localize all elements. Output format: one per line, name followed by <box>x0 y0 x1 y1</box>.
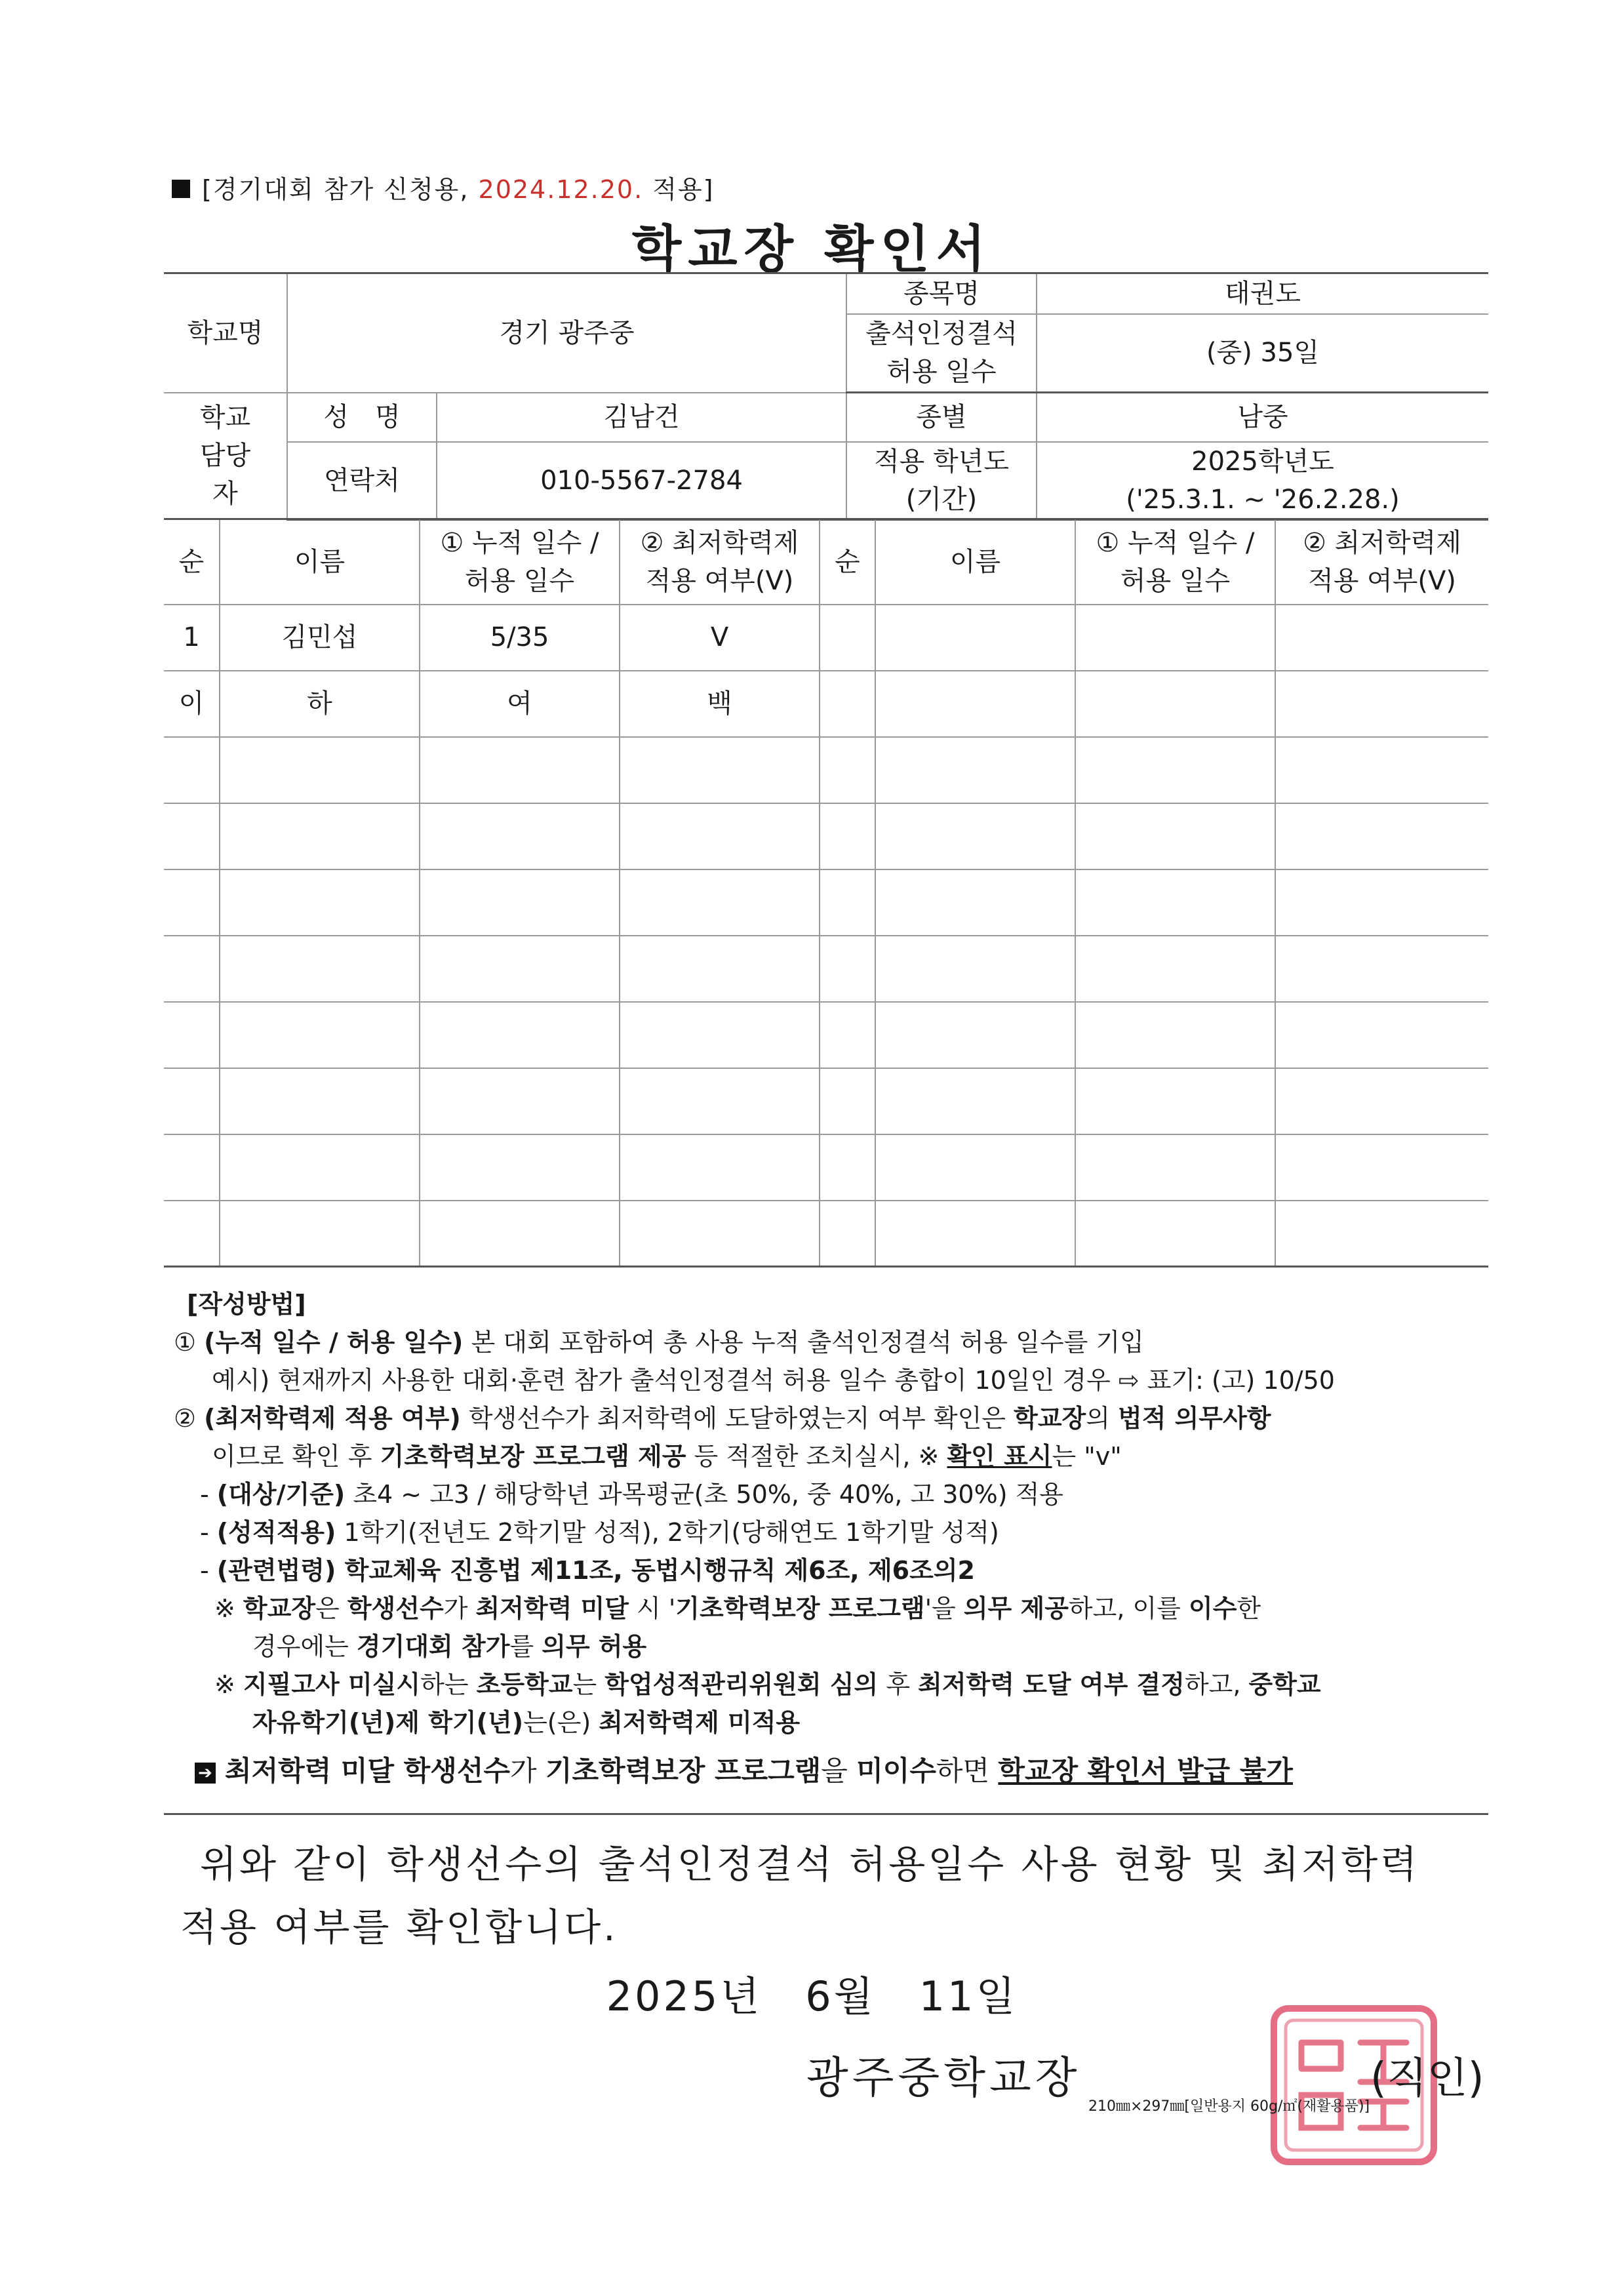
principal-name: 광주중학교장 <box>806 2052 1081 2103</box>
name-value: 김남건 <box>437 393 846 442</box>
note-2-cont: 자유학기(년)제 학기(년)는(은) 최저학력제 미적용 <box>252 1708 801 1737</box>
row-days: 여 <box>420 671 620 737</box>
criteria-line: - (대상/기준) 초4 ~ 고3 / 해당학년 과목평균(초 50%, 중 40%, 고 30%) 적용 <box>200 1480 1064 1509</box>
table-row <box>164 936 1488 1002</box>
confirmation-text: 위와 같이 학생선수의 출석인정결석 허용일수 사용 현황 및 최저학력 적용 여부를 확인합니다. <box>180 1842 1420 1949</box>
table-row <box>164 605 1488 671</box>
arrow-box-icon: ➔ <box>195 1763 216 1784</box>
instruction-2-cont: 이므로 확인 후 기초학력보장 프로그램 제공 등 적절한 조치실시, ※ 확인 표시는 "v" <box>212 1442 1122 1471</box>
contact-label: 연락처 <box>287 442 437 520</box>
instruction-2: ② (최저학력제 적용 여부) 학생선수가 최저학력에 도달하였는지 여부 확인은 학교장의 법적 의무사항 <box>174 1404 1271 1433</box>
event-value: 태권도 <box>1037 273 1488 314</box>
table-row <box>164 1002 1488 1068</box>
warning-line: ➔ 최저학력 미달 학생선수가 기초학력보장 프로그램을 미이수하면 학교장 확인서 발급 불가 <box>195 1752 1485 1790</box>
row-name: 하 <box>220 671 420 737</box>
row-no: 이 <box>164 671 220 737</box>
gender-value: 남중 <box>1037 393 1488 442</box>
paper-spec: 210㎜×297㎜[일반용지 60g/㎡(재활용품)] <box>1088 2098 1370 2115</box>
year-value: 2025학년도 ('25.3.1. ~ '26.2.28.) <box>1037 442 1488 520</box>
row-check: V <box>620 605 820 671</box>
page-title: 학교장 확인서 <box>631 220 993 279</box>
instruction-1-example: 예시) 현재까지 사용한 대회·훈련 참가 출석인정결석 허용 일수 총합이 10일인 경우 ⇨ 표기: (고) 10/50 <box>212 1366 1335 1395</box>
table-row <box>164 1068 1488 1134</box>
table-row <box>164 1201 1488 1267</box>
col-check-2: ② 최저학력제 적용 여부(V) <box>1275 519 1488 605</box>
col-days-2: ① 누적 일수 / 허용 일수 <box>1075 519 1275 605</box>
note-1: ※ 학교장은 학생선수가 최저학력 미달 시 '기초학력보장 프로그램'을 의무 제공하고, 이를 이수한 <box>214 1594 1261 1623</box>
table-row <box>164 671 1488 737</box>
issue-date: 2025년 6월 11일 <box>606 1972 1018 2020</box>
form-header: [경기대회 참가 신청용, 2024.12.20. 적용] <box>172 169 715 205</box>
manager-label: 학교 담당자 <box>164 393 287 520</box>
table-row <box>164 737 1488 803</box>
student-table <box>164 518 1488 1267</box>
instruction-1: ① (누적 일수 / 허용 일수) 본 대회 포함하여 총 사용 누적 출석인정결석 허용 일수를 기입 <box>174 1328 1144 1357</box>
col-name: 이름 <box>220 519 420 605</box>
col-no: 순 <box>164 519 220 605</box>
col-days: ① 누적 일수 / 허용 일수 <box>420 519 620 605</box>
year-label: 적용 학년도 (기간) <box>846 442 1037 520</box>
grades-line: - (성적적용) 1학기(전년도 2학기말 성적), 2학기(당해연도 1학기말 성적) <box>200 1518 999 1547</box>
row-no: 1 <box>164 605 220 671</box>
table-row <box>164 869 1488 936</box>
contact-value: 010-5567-2784 <box>437 442 846 520</box>
divider <box>164 1813 1488 1815</box>
instructions-heading: [작성방법] <box>187 1290 306 1319</box>
event-label: 종목명 <box>846 273 1037 314</box>
allowed-days-label: 출석인정결석 허용 일수 <box>846 314 1037 393</box>
table-row <box>164 803 1488 869</box>
note-1-cont: 경우에는 경기대회 참가를 의무 허용 <box>252 1632 647 1661</box>
col-check: ② 최저학력제 적용 여부(V) <box>620 519 820 605</box>
row-name: 김민섭 <box>220 605 420 671</box>
allowed-days-value: (중) 35일 <box>1037 314 1488 393</box>
col-name-2: 이름 <box>875 519 1075 605</box>
gender-label: 종별 <box>846 393 1037 442</box>
black-square-icon <box>172 180 190 198</box>
row-check: 백 <box>620 671 820 737</box>
apply-date: 2024.12.20. <box>478 175 644 204</box>
seal-label: (직인) <box>1370 2054 1484 2103</box>
info-table <box>164 272 1488 521</box>
instructions <box>174 1285 1485 1790</box>
school-label: 학교명 <box>164 273 287 393</box>
col-no-2: 순 <box>820 519 875 605</box>
table-row <box>164 1134 1488 1201</box>
note-2: ※ 지필고사 미실시하는 초등학교는 학업성적관리위원회 심의 후 최저학력 도달 여부 결정하고, 중학교 <box>214 1670 1321 1699</box>
name-label: 성 명 <box>287 393 437 442</box>
school-value: 경기 광주중 <box>287 273 846 393</box>
table-header-row <box>164 519 1488 605</box>
law-line: - (관련법령) 학교체육 진흥법 제11조, 동법시행규칙 제6조, 제6조의2 <box>200 1556 975 1585</box>
row-days: 5/35 <box>420 605 620 671</box>
